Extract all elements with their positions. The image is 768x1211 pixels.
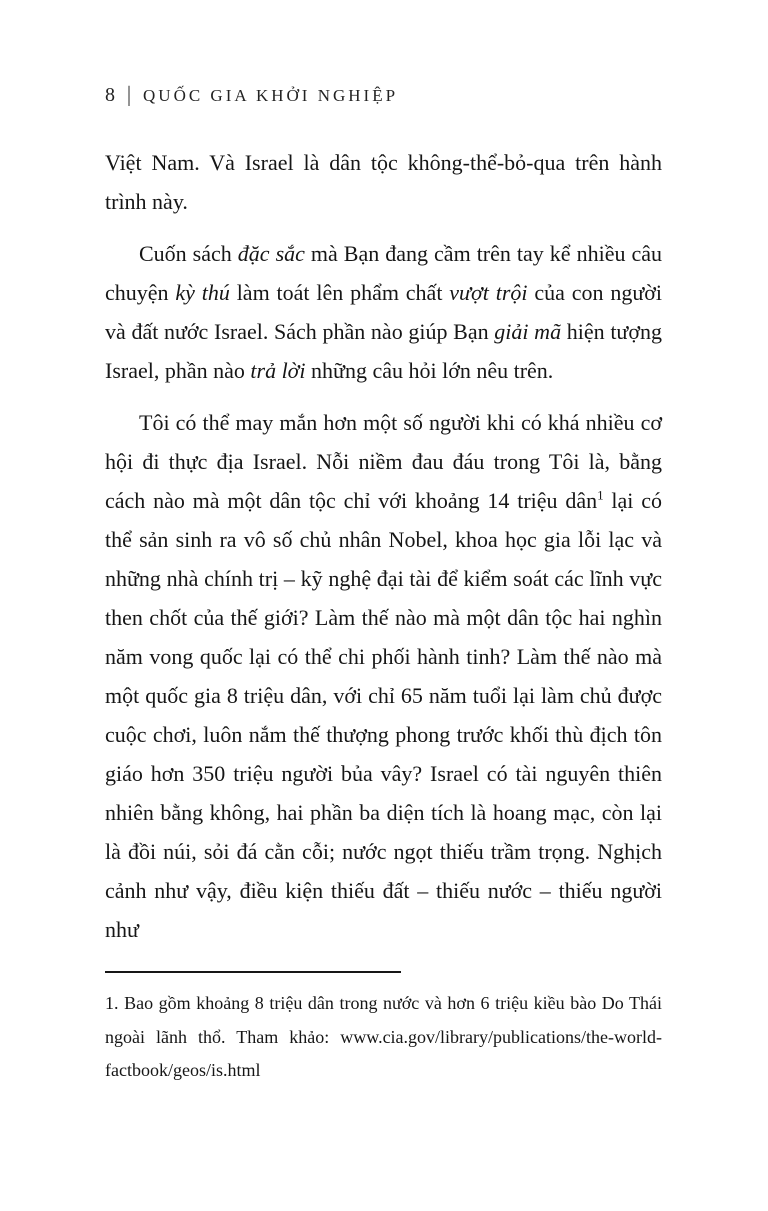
body-run: của con người và đất nước Israel. Sách phần nào giúp Bạn — [105, 280, 662, 344]
footnote-text: 1. Bao gồm khoảng 8 triệu dân trong nước và hơn 6 triệu kiều bào Do Thái ngoài lãnh thổ. Tham khảo: www.cia.gov/library/publications/the-world-factbook/geos/is.html — [105, 993, 662, 1080]
book-title: QUỐC GIA KHỞI NGHIỆP — [143, 86, 399, 105]
emphasized-text: giải mã — [494, 319, 562, 344]
page-header — [105, 84, 662, 107]
footnote-marker: 1 — [597, 487, 604, 503]
body-text — [105, 143, 662, 949]
body-run: những câu hỏi lớn nêu trên. — [305, 358, 554, 383]
header-separator: | — [127, 82, 132, 108]
emphasized-text: đặc sắc — [237, 241, 305, 266]
page-number: 8 — [105, 84, 115, 106]
emphasized-text: kỳ thú — [175, 280, 230, 305]
body-run: Cuốn sách — [139, 241, 238, 266]
emphasized-text: vượt trội — [449, 280, 528, 305]
body-run: hiện tượng Israel, phần nào — [105, 319, 662, 383]
body-run: Việt Nam. Và Israel là dân tộc không-thể-bỏ-qua trên hành trình này. — [105, 150, 662, 214]
paragraph — [105, 143, 662, 221]
body-run: mà Bạn đang cầm trên tay kể nhiều câu chuyện — [105, 241, 662, 305]
paragraph — [105, 403, 662, 949]
emphasized-text: trả lời — [250, 358, 306, 383]
body-run: làm toát lên phẩm chất — [229, 280, 450, 305]
body-run: Tôi có thể may mắn hơn một số người khi có khá nhiều cơ hội đi thực địa Israel. Nỗi niềm đau đáu trong Tôi là, bằng cách nào mà một dân tộc chỉ với khoảng 14 triệu dân — [105, 410, 662, 513]
body-run: lại có thể sản sinh ra vô số chủ nhân Nobel, khoa học gia lỗi lạc và những nhà chính trị – kỹ nghệ đại tài để kiểm soát các lĩnh vực then chốt của thế giới? Làm thế nào mà một dân tộc hai nghìn năm vong quốc lại có thể chi phối hành tinh? Làm thế nào mà một quốc gia 8 triệu dân, với chỉ 65 năm tuổi lại làm chủ được cuộc chơi, luôn nắm thế thượng phong trước khối thù địch tôn giáo hơn 350 triệu người bủa vây? Israel có tài nguyên thiên nhiên bằng không, hai phần ba diện tích là hoang mạc, còn lại là đồi núi, sỏi đá cằn cỗi; nước ngọt thiếu trầm trọng. Nghịch cảnh như vậy, điều kiện thiếu đất – thiếu nước – thiếu người như — [105, 488, 662, 942]
footnote-rule — [105, 971, 401, 973]
footnote-section — [105, 971, 662, 1088]
paragraph — [105, 234, 662, 390]
